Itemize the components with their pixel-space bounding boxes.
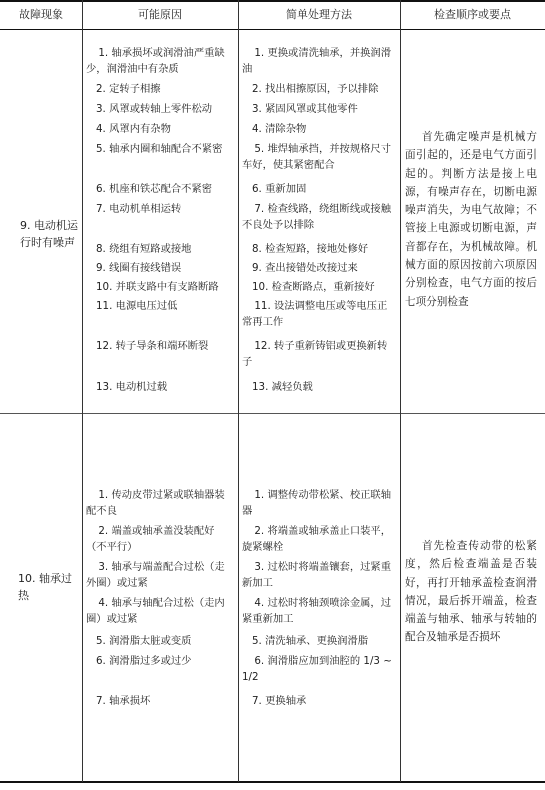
list-item: 1. 调整传动带松紧、校正联轴器 bbox=[242, 489, 392, 517]
symptom-cell: 9. 电动机运行时有噪声 bbox=[20, 219, 78, 249]
column-divider bbox=[400, 0, 401, 782]
check-order-note: 首先检查传动带的松紧度，然后检查端盖是否装好，再打开轴承盖检查润滑情况，最后拆开端盖，检查端盖与轴承、轴承与转轴的配合及轴承是否损坏 bbox=[405, 540, 537, 644]
list-item: 4. 过松时将轴颈喷涂金属，过紧重新加工 bbox=[242, 597, 392, 625]
list-item: 4. 轴承与轴配合过松（走内圈）或过紧 bbox=[86, 597, 225, 625]
list-item: 7. 电动机单相运转 bbox=[96, 203, 182, 215]
list-item: 5. 轴承内圈和轴配合不紧密 bbox=[96, 143, 223, 155]
list-item: 3. 轴承与端盖配合过松（走外圈）或过紧 bbox=[86, 561, 225, 589]
list-item: 5. 堆焊轴承挡，并按规格尺寸车好，使其紧密配合 bbox=[242, 143, 392, 171]
list-item: 2. 将端盖或轴承盖止口装平，旋紧螺栓 bbox=[242, 525, 392, 553]
list-item: 3. 紧固风罩或其他零件 bbox=[252, 103, 358, 115]
list-item: 4. 清除杂物 bbox=[252, 123, 307, 135]
check-order-note: 首先确定噪声是机械方面引起的，还是电气方面引起的。判断方法是接上电源，有噪声存在，切断电源噪声消失，为电气故障；不管接上电源或切断电源，声音都存在，为机械故障。机械方面的原因按前六项原因分别检查，电气方面的按后七项分别检查 bbox=[405, 131, 537, 308]
header-symptom: 故障现象 bbox=[19, 8, 63, 21]
list-item: 6. 润滑脂应加到油腔的 1/3 ~ 1/2 bbox=[242, 655, 392, 683]
list-item: 1. 传动皮带过紧或联轴器装配不良 bbox=[86, 489, 225, 517]
list-item: 6. 润滑脂过多或过少 bbox=[96, 655, 192, 667]
symptom-cell: 10. 轴承过热 bbox=[18, 572, 72, 602]
list-item: 1. 轴承损坏或润滑油严重缺少，润滑油中有杂质 bbox=[86, 47, 225, 75]
list-item: 11. 设法调整电压或等电压正常再工作 bbox=[242, 300, 388, 328]
list-item: 2. 找出相擦原因，予以排除 bbox=[252, 83, 379, 95]
list-item: 10. 并联支路中有支路断路 bbox=[96, 281, 219, 293]
list-item: 6. 机座和铁芯配合不紧密 bbox=[96, 183, 213, 195]
list-item: 10. 检查断路点，重新接好 bbox=[252, 281, 375, 293]
list-item: 8. 检查短路，接地处修好 bbox=[252, 243, 369, 255]
list-item: 13. 电动机过载 bbox=[96, 381, 168, 393]
list-item: 12. 转子导条和端环断裂 bbox=[96, 340, 209, 352]
header-cause: 可能原因 bbox=[138, 8, 182, 21]
list-item: 2. 定转子相擦 bbox=[96, 83, 161, 95]
column-divider bbox=[82, 0, 83, 782]
list-item: 13. 减轻负载 bbox=[252, 381, 313, 393]
list-item: 6. 重新加固 bbox=[252, 183, 307, 195]
header-check-order: 检查顺序或要点 bbox=[434, 8, 511, 21]
header-remedy: 简单处理方法 bbox=[286, 8, 352, 21]
list-item: 8. 绕组有短路或接地 bbox=[96, 243, 192, 255]
list-item: 12. 转子重新铸铝或更换新转子 bbox=[242, 340, 388, 368]
list-item: 2. 端盖或轴承盖没装配好（不平行） bbox=[86, 525, 215, 553]
list-item: 1. 更换或清洗轴承，并换润滑油 bbox=[242, 47, 392, 75]
list-item: 5. 清洗轴承、更换润滑脂 bbox=[252, 635, 369, 647]
list-item: 11. 电源电压过低 bbox=[96, 300, 178, 312]
list-item: 9. 线圈有接线错误 bbox=[96, 262, 182, 274]
list-item: 9. 查出接错处改接过来 bbox=[252, 262, 358, 274]
list-item: 5. 润滑脂太脏或变质 bbox=[96, 635, 192, 647]
list-item: 7. 轴承损坏 bbox=[96, 695, 151, 707]
list-item: 3. 风罩或转轴上零件松动 bbox=[96, 103, 213, 115]
list-item: 3. 过松时将端盖镶套，过紧重新加工 bbox=[242, 561, 392, 589]
list-item: 7. 检查线路，绕组断线或接触不良处予以排除 bbox=[242, 203, 392, 231]
column-divider bbox=[238, 0, 239, 782]
list-item: 7. 更换轴承 bbox=[252, 695, 307, 707]
list-item: 4. 风罩内有杂物 bbox=[96, 123, 171, 135]
